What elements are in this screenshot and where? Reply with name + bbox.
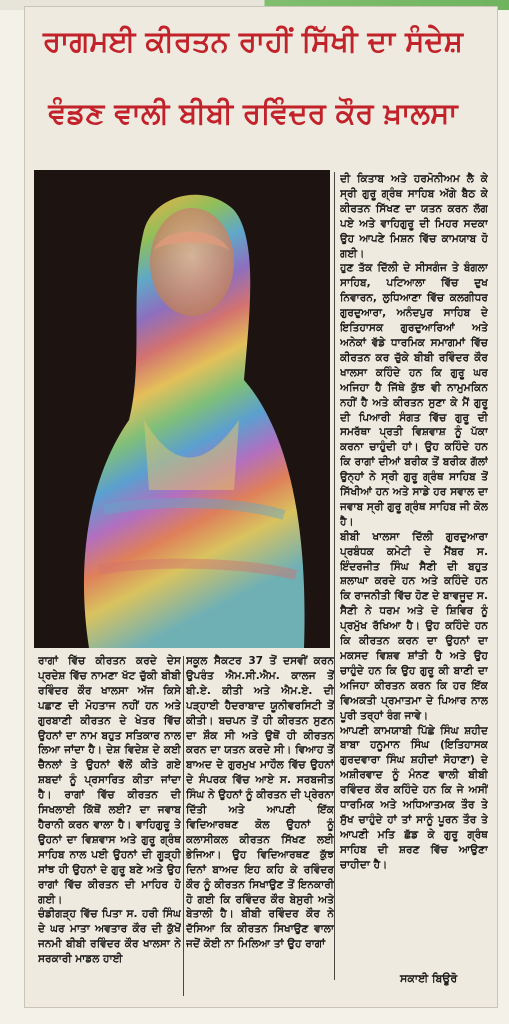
article-column-bottom-left: ਰਾਗਾਂ ਵਿੱਚ ਕੀਰਤਨ ਕਰਦੇ ਦੇਸ ਪ੍ਰਦੇਸ਼ ਵਿੱਚ ਨਾਮਣਾ ਖੱਟ ਚੁੱਕੀ ਬੀਬੀ ਰਵਿੰਦਰ ਕੌਰ ਖਾਲਸਾ ਅੱਜ ਕਿਸੇ ਪਛਾਣ ਦੀ ਮੋਹਤਾਜ ਨਹੀਂ ਹਨ ਅਤੇ ਗੁਰਬਾਣੀ ਕੀਰਤਨ ਦੇ ਖੇਤਰ ਵਿੱਚ ਉਹਨਾਂ ਦਾ ਨਾਮ ਬਹੁਤ ਸਤਿਕਾਰ ਨਾਲ ਲਿਆ ਜਾਂਦਾ ਹੈ। ਦੇਸ਼ ਵਿਦੇਸ਼ ਦੇ ਕਈ ਚੈਨਲਾਂ ਤੇ ਉਹਨਾਂ ਵੱਲੋਂ ਕੀਤੇ ਗਏ ਸ਼ਬਦਾਂ ਨੂੰ ਪ੍ਰਸਾਰਿਤ ਕੀਤਾ ਜਾਂਦਾ ਹੈ। ਰਾਗਾਂ ਵਿੱਚ ਕੀਰਤਨ ਦੀ ਸਿਖਲਾਈ ਕਿੱਥੋਂ ਲਈ? ਦਾ ਜਵਾਬ ਹੈਰਾਨੀ ਕਰਨ ਵਾਲਾ ਹੈ। ਵਾਹਿਗੁਰੂ ਤੇ ਉਹਨਾਂ ਦਾ ਵਿਸ਼ਵਾਸ ਅਤੇ ਗੁਰੂ ਗ੍ਰੰਥ ਸਾਹਿਬ ਨਾਲ ਪਈ ਉਹਨਾਂ ਦੀ ਗੂੜ੍ਹੀ ਸਾਂਝ ਹੀ ਉਹਨਾਂ ਦੇ ਗੁਰੂ ਬਣੇ ਅਤੇ ਉਹ ਰਾਗਾਂ ਵਿੱਚ ਕੀਰਤਨ ਦੀ ਮਾਹਿਰ ਹੋ ਗਈ। ਚੰਡੀਗੜ੍ਹ ਵਿੱਚ ਪਿਤਾ ਸ. ਹਰੀ ਸਿੰਘ ਦੇ ਘਰ ਮਾਤਾ ਅਵਤਾਰ ਕੌਰ ਦੀ ਕੁੱਖੋਂ ਜਨਮੀ ਬੀਬੀ ਰਵਿੰਦਰ ਕੌਰ ਖਾਲਸਾ ਨੇ ਸਰਕਾਰੀ ਮਾਡਲ ਹਾਈ — [38, 655, 181, 966]
headline-line-2: ਵੰਡਣ ਵਾਲੀ ਬੀਬੀ ਰਵਿੰਦਰ ਕੌਰ ਖ਼ਾਲਸਾ — [48, 96, 458, 130]
byline: ਸਕਾਈ ਬਿਊਰੋ — [400, 972, 458, 985]
portrait-figure — [34, 170, 330, 648]
article-column-bottom-middle: ਸਕੂਲ ਸੈਕਟਰ 37 ਤੋਂ ਦਸਵੀਂ ਕਰਨ ਉਪਰੰਤ ਐਮ.ਸੀ.ਐਮ. ਕਾਲਜ ਤੋਂ ਬੀ.ਏ. ਕੀਤੀ ਅਤੇ ਐਮ.ਏ. ਦੀ ਪੜ੍ਹਾਈ ਹੈਦਰਾਬਾਦ ਯੂਨੀਵਰਸਿਟੀ ਤੋਂ ਕੀਤੀ। ਬਚਪਨ ਤੋਂ ਹੀ ਕੀਰਤਨ ਸੁਣਨ ਦਾ ਸ਼ੌਕ ਸੀ ਅਤੇ ਉਥੋਂ ਹੀ ਕੀਰਤਨ ਕਰਨ ਦਾ ਯਤਨ ਕਰਦੇ ਸੀ। ਵਿਆਹ ਤੋਂ ਬਾਅਦ ਦੇ ਗੁਰਮੁਖ ਮਾਹੌਲ ਵਿੱਚ ਉਹਨਾਂ ਦੇ ਸੰਪਰਕ ਵਿੱਚ ਆਏ ਸ. ਸਰਬਜੀਤ ਸਿੰਘ ਨੇ ਉਹਨਾਂ ਨੂੰ ਕੀਰਤਨ ਦੀ ਪ੍ਰੇਰਨਾ ਦਿੱਤੀ ਅਤੇ ਆਪਣੀ ਇੱਕ ਵਿਦਿਆਰਥਣ ਕੋਲ ਉਹਨਾਂ ਨੂੰ ਕਲਾਸੀਕਲ ਕੀਰਤਨ ਸਿੱਖਣ ਲਈ ਭੇਜਿਆ। ਉਹ ਵਿਦਿਆਰਥਣ ਕੁੱਝ ਦਿਨਾਂ ਬਾਅਦ ਇਹ ਕਹਿ ਕੇ ਰਵਿੰਦਰ ਕੌਰ ਨੂੰ ਕੀਰਤਨ ਸਿਖਾਉਣ ਤੋਂ ਇਨਕਾਰੀ ਹੋ ਗਈ ਕਿ ਰਵਿੰਦਰ ਕੌਰ ਬੇਸੁਰੀ ਅਤੇ ਬੇਤਾਲੀ ਹੈ। ਬੀਬੀ ਰਵਿੰਦਰ ਕੌਰ ਨੇ ਦੱਸਿਆ ਕਿ ਕੀਰਤਨ ਸਿਖਾਉਣ ਵਾਲਾ ਜਦੋਂ ਕੋਈ ਨਾ ਮਿਲਿਆ ਤਾਂ ਉਹ ਰਾਗਾਂ — [186, 655, 334, 951]
portrait-photo — [34, 170, 330, 648]
article-column-right: ਦੀ ਕਿਤਾਬ ਅਤੇ ਹਰਮੋਨੀਅਮ ਲੈ ਕੇ ਸ੍ਰੀ ਗੁਰੂ ਗ੍ਰੰਥ ਸਾਹਿਬ ਅੱਗੇ ਬੈਠ ਕੇ ਕੀਰਤਨ ਸਿੱਖਣ ਦਾ ਯਤਨ ਕਰਨ ਲੱਗ ਪਏ ਅਤੇ ਵਾਹਿਗੁਰੂ ਦੀ ਮਿਹਰ ਸਦਕਾ ਉਹ ਆਪਣੇ ਮਿਸ਼ਨ ਵਿੱਚ ਕਾਮਯਾਬ ਹੋ ਗਈ। ਹੁਣ ਤੱਕ ਦਿੱਲੀ ਦੇ ਸੀਸਗੰਜ ਤੇ ਬੰਗਲਾ ਸਾਹਿਬ, ਪਟਿਆਲਾ ਵਿੱਚ ਦੁਖ ਨਿਵਾਰਨ, ਲੁਧਿਆਣਾ ਵਿੱਚ ਕਲਗੀਧਰ ਗੁਰਦੁਆਰਾ, ਅਨੰਦਪੁਰ ਸਾਹਿਬ ਦੇ ਇਤਿਹਾਸਕ ਗੁਰਦੁਆਰਿਆਂ ਅਤੇ ਅਨੇਕਾਂ ਵੱਡੇ ਧਾਰਮਿਕ ਸਮਾਗਮਾਂ ਵਿੱਚ ਕੀਰਤਨ ਕਰ ਚੁੱਕੇ ਬੀਬੀ ਰਵਿੰਦਰ ਕੌਰ ਖਾਲਸਾ ਕਹਿੰਦੇ ਹਨ ਕਿ ਗੁਰੂ ਘਰ ਅਜਿਹਾ ਹੈ ਜਿੱਥੇ ਕੁੱਝ ਵੀ ਨਾਮੁਮਕਿਨ ਨਹੀਂ ਹੈ ਅਤੇ ਕੀਰਤਨ ਸੁਣਾ ਕੇ ਮੈਂ ਗੁਰੂ ਦੀ ਪਿਆਰੀ ਸੰਗਤ ਵਿੱਚ ਗੁਰੂ ਦੀ ਸਮਰੱਥਾ ਪ੍ਰਤੀ ਵਿਸ਼ਵਾਸ਼ ਨੂੰ ਪੱਕਾ ਕਰਨਾ ਚਾਹੁੰਦੀ ਹਾਂ। ਉਹ ਕਹਿੰਦੇ ਹਨ ਕਿ ਰਾਗਾਂ ਦੀਆਂ ਬਰੀਕ ਤੋਂ ਬਰੀਕ ਗੱਲਾਂ ਉਨ੍ਹਾਂ ਨੇ ਸ੍ਰੀ ਗੁਰੂ ਗ੍ਰੰਥ ਸਾਹਿਬ ਤੋਂ ਸਿੱਖੀਆਂ ਹਨ ਅਤੇ ਸਾਡੇ ਹਰ ਸਵਾਲ ਦਾ ਜਵਾਬ ਸ੍ਰੀ ਗੁਰੂ ਗ੍ਰੰਥ ਸਾਹਿਬ ਜੀ ਕੋਲ ਹੈ। ਬੀਬੀ ਖਾਲਸਾ ਦਿੱਲੀ ਗੁਰਦੁਆਰਾ ਪ੍ਰਬੰਧਕ ਕਮੇਟੀ ਦੇ ਮੈਂਬਰ ਸ. ਇੰਦਰਜੀਤ ਸਿੰਘ ਸੈਣੀ ਦੀ ਬਹੁਤ ਸ਼ਲਾਘਾ ਕਰਦੇ ਹਨ ਅਤੇ ਕਹਿੰਦੇ ਹਨ ਕਿ ਰਾਜਨੀਤੀ ਵਿੱਚ ਹੋਣ ਦੇ ਬਾਵਜੂਦ ਸ. ਸੈਣੀ ਨੇ ਧਰਮ ਅਤੇ ਦੇ ਸ਼ਿਵਿਰ ਨੂੰ ਪ੍ਰਮੁੱਖ ਰੱਖਿਆ ਹੈ। ਉਹ ਕਹਿੰਦੇ ਹਨ ਕਿ ਕੀਰਤਨ ਕਰਨ ਦਾ ਉਹਨਾਂ ਦਾ ਮਕਸਦ ਵਿਸ਼ਵ ਸ਼ਾਂਤੀ ਹੈ ਅਤੇ ਉਹ ਚਾਹੁੰਦੇ ਹਨ ਕਿ ਉਹ ਗੁਰੂ ਕੀ ਬਾਣੀ ਦਾ ਅਜਿਹਾ ਕੀਰਤਨ ਕਰਨ ਕਿ ਹਰ ਇੱਕ ਵਿਅਕਤੀ ਪ੍ਰਮਾਤਮਾ ਦੇ ਪਿਆਰ ਨਾਲ ਪੂਰੀ ਤਰ੍ਹਾਂ ਰੰਗ ਜਾਵੇ। ਆਪਣੀ ਕਾਮਯਾਬੀ ਪਿੱਛੇ ਸਿੰਘ ਸ਼ਹੀਦ ਬਾਬਾ ਹਨੂਮਾਨ ਸਿੰਘ (ਇਤਿਹਾਸਕ ਗੁਰਦਵਾਰਾ ਸਿੰਘ ਸ਼ਹੀਦਾਂ ਸੋਹਾਣਾ) ਦੇ ਅਸ਼ੀਰਵਾਦ ਨੂੰ ਮੰਨਣ ਵਾਲੀ ਬੀਬੀ ਰਵਿੰਦਰ ਕੌਰ ਕਹਿੰਦੇ ਹਨ ਕਿ ਜੇ ਅਸੀਂ ਧਾਰਮਿਕ ਅਤੇ ਅਧਿਆਤਮਕ ਤੌਰ ਤੇ ਸੁੱਖ ਚਾਹੁੰਦੇ ਹਾਂ ਤਾਂ ਸਾਨੂੰ ਪੂਰਨ ਤੌਰ ਤੇ ਆਪਣੀ ਮਤਿ ਛੱਡ ਕੇ ਗੁਰੂ ਗ੍ਰੰਥ ਸਾਹਿਬ ਦੀ ਸ਼ਰਣ ਵਿੱਚ ਆਉਣਾ ਚਾਹੀਦਾ ਹੈ। — [340, 173, 488, 871]
column-divider — [334, 172, 335, 980]
column-divider — [183, 656, 184, 996]
headline-line-1: ਰਾਗਮਈ ਕੀਰਤਨ ਰਾਹੀਂ ਸਿੱਖੀ ਦਾ ਸੰਦੇਸ਼ — [43, 24, 463, 58]
